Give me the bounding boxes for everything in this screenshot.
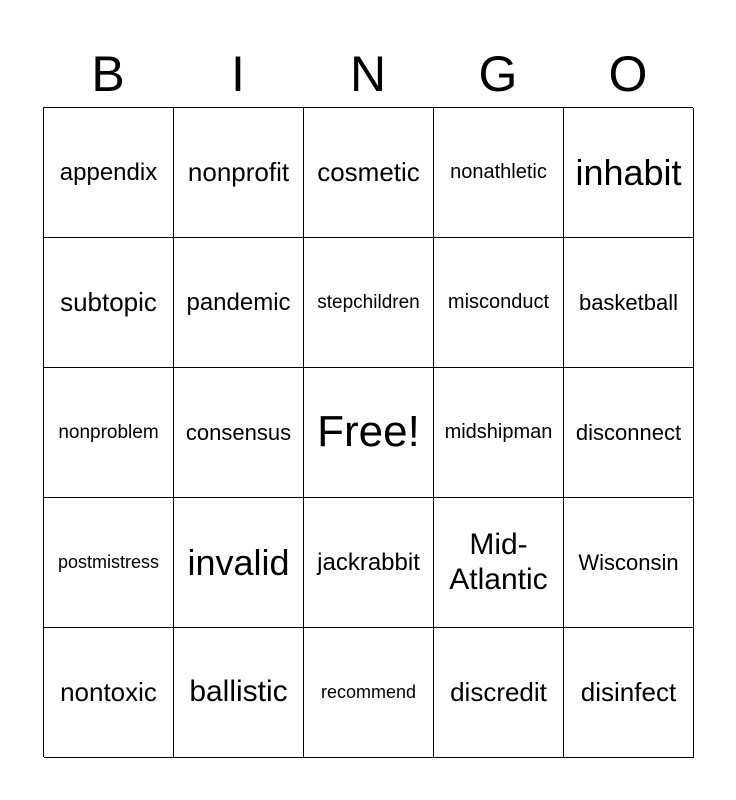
bingo-cell[interactable]: Wisconsin <box>564 498 694 628</box>
bingo-cell[interactable]: disconnect <box>564 368 694 498</box>
bingo-cell[interactable]: Mid-Atlantic <box>434 498 564 628</box>
bingo-cell[interactable]: nonprofit <box>174 108 304 238</box>
bingo-cell[interactable]: invalid <box>174 498 304 628</box>
bingo-header <box>43 40 693 108</box>
bingo-cell[interactable]: disinfect <box>564 628 694 758</box>
header-letter-g: G <box>478 46 518 102</box>
bingo-cell[interactable]: misconduct <box>434 238 564 368</box>
bingo-cell[interactable]: postmistress <box>44 498 174 628</box>
bingo-cell[interactable]: nonathletic <box>434 108 564 238</box>
bingo-cell[interactable]: inhabit <box>564 108 694 238</box>
bingo-cell[interactable]: midshipman <box>434 368 564 498</box>
bingo-cell[interactable]: pandemic <box>174 238 304 368</box>
header-letter-i: I <box>231 46 245 102</box>
bingo-board <box>43 107 693 757</box>
bingo-cell[interactable]: appendix <box>44 108 174 238</box>
bingo-cell[interactable]: nonproblem <box>44 368 174 498</box>
header-letter-b: B <box>91 46 125 102</box>
bingo-cell[interactable]: recommend <box>304 628 434 758</box>
bingo-cell[interactable]: stepchildren <box>304 238 434 368</box>
header-letter-n: N <box>349 46 387 102</box>
bingo-cell[interactable]: nontoxic <box>44 628 174 758</box>
bingo-cell[interactable]: discredit <box>434 628 564 758</box>
bingo-cell[interactable]: consensus <box>174 368 304 498</box>
bingo-cell[interactable]: basketball <box>564 238 694 368</box>
free-space[interactable]: Free! <box>304 368 434 498</box>
header-letter-o: O <box>608 46 648 102</box>
bingo-cell[interactable]: jackrabbit <box>304 498 434 628</box>
bingo-cell[interactable]: subtopic <box>44 238 174 368</box>
bingo-cell[interactable]: cosmetic <box>304 108 434 238</box>
bingo-cell[interactable]: ballistic <box>174 628 304 758</box>
